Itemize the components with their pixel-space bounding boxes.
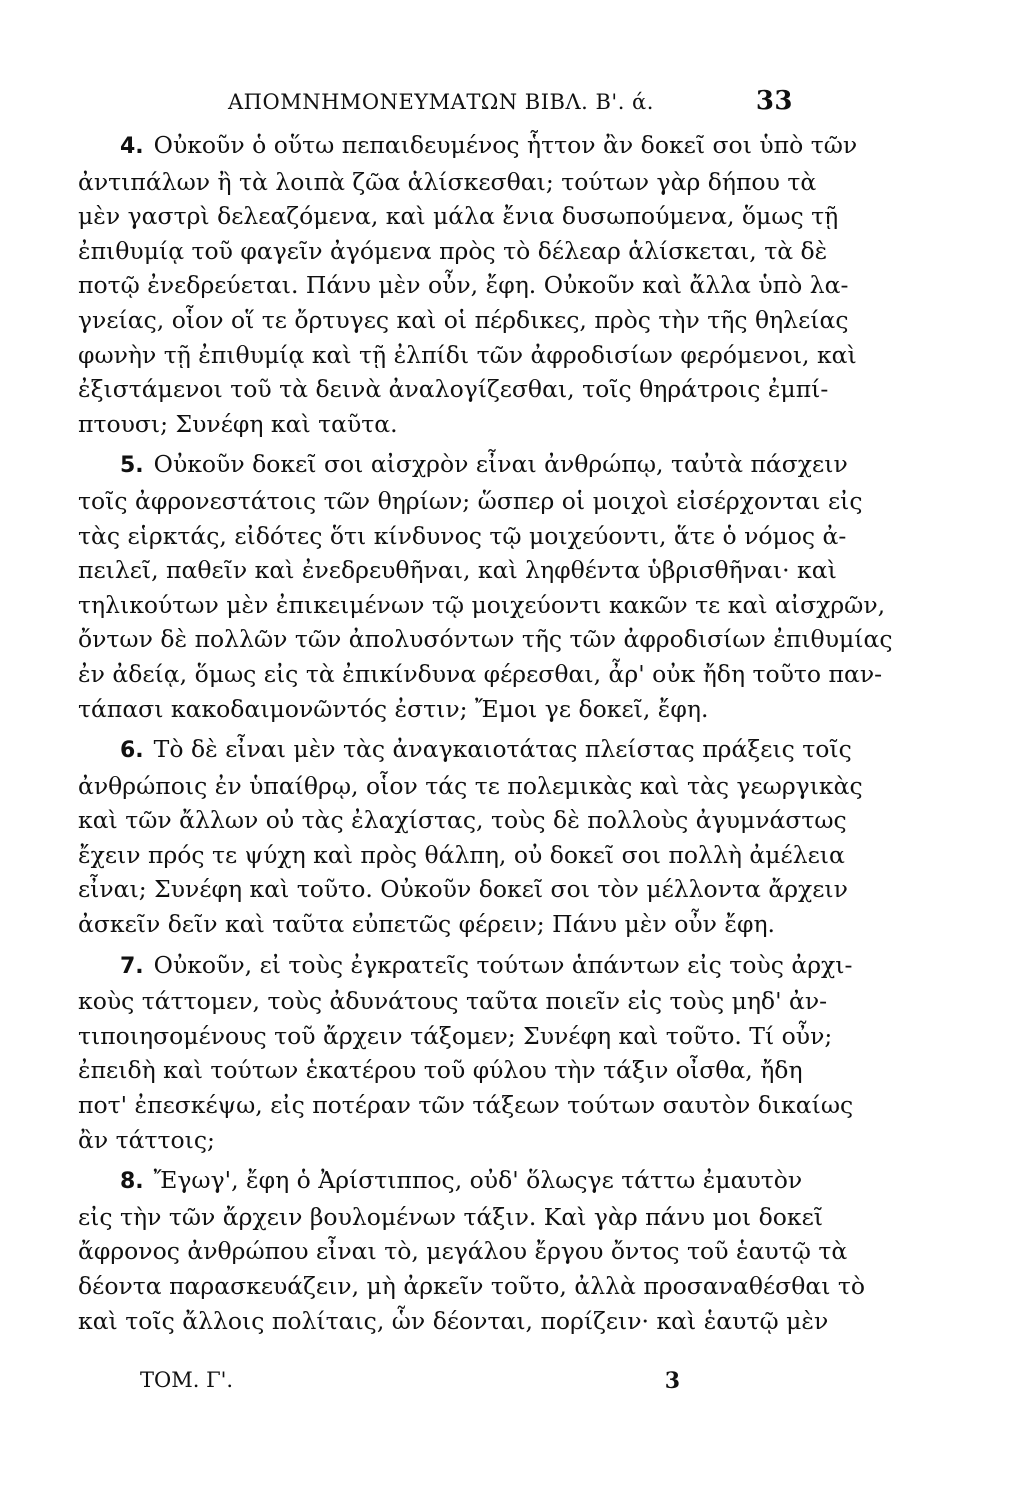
text-line — [78, 692, 792, 727]
line-text: τοῖς ἀφρονεστάτοις τῶν θηρίων; ὥσπερ οἱ μοιχοὶ εἰσέρχονται εἰς — [78, 486, 863, 515]
line-text: εἶναι; Συνέφη καὶ τοῦτο. Οὐκοῦν δοκεῖ σοι τὸν μέλλοντα ἄρχειν — [78, 875, 848, 904]
text-line — [78, 338, 857, 373]
text-line — [78, 1304, 829, 1339]
text-line — [78, 588, 886, 623]
line-text: ἔχειν πρός τε ψύχη καὶ πρὸς θάλπη, οὐ δοκεῖ σοι πολλὴ ἀμέλεια — [78, 840, 845, 869]
line-text: Οὐκοῦν, εἰ τοὺς ἐγκρατεῖς τούτων ἁπάντων εἰς τοὺς ἀρχι- — [153, 950, 853, 979]
line-text: δέοντα παρασκευάζειν, μὴ ἀρκεῖν τοῦτο, ἀλλὰ προσαναθέσθαι τὸ — [78, 1272, 866, 1300]
text-line — [78, 984, 828, 1019]
line-text: τὰς εἱρκτάς, εἰδότες ὅτι κίνδυνος τῷ μοιχεύοντι, ἅτε ὁ νόμος ἀ- — [78, 521, 847, 550]
text-line — [78, 622, 893, 657]
line-text: φωνὴν τῇ ἐπιθυμίᾳ καὶ τῇ ἐλπίδι τῶν ἀφροδισίων φερόμενοι, καὶ — [78, 340, 857, 369]
section-number: 7. — [120, 953, 144, 979]
running-title: ΑΠΟΜΝΗΜΟΝΕΥΜΑΤΩΝ ΒΙΒΛ. Β'. ά. — [228, 90, 654, 114]
text-line — [78, 128, 858, 165]
section-paragraph — [78, 128, 858, 441]
text-line — [78, 1163, 803, 1200]
line-text: τηλικούτων μὲν ἐπικειμένων τῷ μοιχεύοντι κακῶν τε καὶ αἰσχρῶν, — [78, 590, 886, 619]
text-line — [78, 907, 792, 942]
line-text: Οὐκοῦν ὁ οὕτω πεπαιδευμένος ἧττον ἂν δοκεῖ σοι ὑπὸ τῶν — [153, 131, 858, 159]
line-text: ἐν ἀδείᾳ, ὅμως εἰς τὰ ἐπικίνδυνα φέρεσθαι, ἆρ' οὐκ ἤδη τοῦτο παν- — [78, 659, 883, 688]
line-text: ὄντων δὲ πολλῶν τῶν ἀπολυσόντων τῆς τῶν ἀφροδισίων ἐπιθυμίας — [78, 625, 893, 654]
section-number: 8. — [120, 1169, 144, 1195]
line-text: ποτῷ ἐνεδρεύεται. Πάνυ μὲν οὖν, ἔφη. Οὐκοῦν καὶ ἄλλα ὑπὸ λα- — [78, 271, 849, 300]
line-text: πτουσι; Συνέφη καὶ ταῦτα. — [78, 409, 398, 438]
line-text: κοὺς τάττομεν, τοὺς ἀδυνάτους ταῦτα ποιεῖν εἰς τοὺς μηδ' ἀν- — [78, 987, 828, 1016]
text-line — [78, 519, 847, 554]
section-paragraph — [78, 1163, 866, 1338]
running-header — [228, 86, 793, 120]
text-line — [78, 165, 817, 200]
line-text: ποτ' ἐπεσκέψω, εἰς ποτέραν τῶν τάξεων τούτων σαυτὸν δικαίως — [78, 1091, 854, 1120]
line-text: ἀσκεῖν δεῖν καὶ ταῦτα εὐπετῶς φέρειν; Πάνυ μὲν οὖν ἔφη. — [78, 910, 776, 939]
line-text: ἀντιπάλων ἢ τὰ λοιπὰ ζῶα ἁλίσκεσθαι; τούτων γὰρ δήπου τὰ — [78, 167, 817, 196]
text-line — [78, 657, 883, 692]
line-text: τιποιησομένους τοῦ ἄρχειν τάξομεν; Συνέφη καὶ τοῦτο. Τί οὖν; — [78, 1021, 833, 1050]
text-line — [78, 447, 848, 484]
text-line — [78, 199, 839, 234]
text-line — [78, 1123, 792, 1158]
line-text: ἀνθρώποις ἐν ὑπαίθρῳ, οἷον τάς τε πολεμικὰς καὶ τὰς γεωργικὰς — [78, 771, 863, 800]
line-text: Ἔγωγ', ἔφη ὁ Ἀρίστιππος, οὐδ' ὅλωςγε τάττω ἐμαυτὸν — [153, 1166, 803, 1195]
line-text: εἰς τὴν τῶν ἄρχειν βουλομένων τάξιν. Καὶ γὰρ πάνυ μοι δοκεῖ — [78, 1202, 823, 1231]
text-line — [78, 1053, 803, 1088]
paragraph-gap — [78, 1338, 792, 1344]
signature-mark: 3 — [664, 1368, 680, 1394]
text-line — [78, 372, 829, 407]
page-footer — [140, 1368, 680, 1402]
text-line — [78, 1269, 866, 1304]
text-line — [78, 303, 849, 338]
text-body — [78, 128, 893, 1344]
line-text: Οὐκοῦν δοκεῖ σοι αἰσχρὸν εἶναι ἀνθρώπῳ, ταὐτὰ πάσχειν — [153, 450, 848, 479]
text-line — [78, 268, 849, 303]
section-number: 6. — [120, 738, 144, 764]
text-line — [78, 234, 828, 269]
text-line — [78, 407, 792, 442]
text-line — [78, 872, 848, 907]
line-text: ἐξιστάμενοι τοῦ τὰ δεινὰ ἀναλογίζεσθαι, τοῖς θηράτροις ἐμπί- — [78, 375, 829, 404]
volume-mark: ΤΟΜ. Γ'. — [140, 1368, 234, 1392]
line-text: ἐπιθυμίᾳ τοῦ φαγεῖν ἀγόμενα πρὸς τὸ δέλεαρ ἁλίσκεται, τὰ δὲ — [78, 236, 828, 265]
text-line — [78, 803, 847, 838]
line-text: μὲν γαστρὶ δελεαζόμενα, καὶ μάλα ἔνια δυσωπούμενα, ὅμως τῇ — [78, 202, 839, 231]
text-line — [78, 553, 837, 588]
line-text: καὶ τῶν ἄλλων οὐ τὰς ἐλαχίστας, τοὺς δὲ πολλοὺς ἀγυμνάστως — [78, 806, 847, 835]
text-line — [78, 484, 863, 519]
section-paragraph — [78, 732, 863, 942]
line-text: ἐπειδὴ καὶ τούτων ἑκατέρου τοῦ φύλου τὴν τάξιν οἶσθα, ἤδη — [78, 1056, 803, 1085]
line-text: καὶ τοῖς ἄλλοις πολίταις, ὧν δέονται, πορίζειν· καὶ ἑαυτῷ μὲν — [78, 1306, 829, 1335]
section-paragraph — [78, 948, 854, 1158]
line-text: ἂν τάττοις; — [78, 1125, 215, 1154]
text-line — [78, 948, 853, 985]
text-line — [78, 769, 863, 804]
text-line — [78, 1234, 848, 1269]
line-text: γνείας, οἷον οἵ τε ὄρτυγες καὶ οἱ πέρδικες, πρὸς τὴν τῆς θηλείας — [78, 305, 849, 334]
text-line — [78, 1200, 823, 1235]
text-line — [78, 838, 845, 873]
line-text: πειλεῖ, παθεῖν καὶ ἐνεδρευθῆναι, καὶ ληφθέντα ὑβρισθῆναι· καὶ — [78, 556, 837, 585]
text-line — [78, 1019, 833, 1054]
section-number: 4. — [120, 134, 144, 159]
section-number: 5. — [120, 453, 144, 479]
section-paragraph — [78, 447, 893, 726]
text-line — [78, 732, 852, 769]
line-text: τάπασι κακοδαιμονῶντός ἐστιν; Ἔμοι γε δοκεῖ, ἔφη. — [78, 694, 709, 723]
text-line — [78, 1088, 854, 1123]
line-text: Τὸ δὲ εἶναι μὲν τὰς ἀναγκαιοτάτας πλείστας πράξεις τοῖς — [153, 735, 852, 764]
line-text: ἄφρονος ἀνθρώπου εἶναι τὸ, μεγάλου ἔργου ὄντος τοῦ ἑαυτῷ τὰ — [78, 1237, 848, 1266]
page-number: 33 — [755, 86, 793, 116]
